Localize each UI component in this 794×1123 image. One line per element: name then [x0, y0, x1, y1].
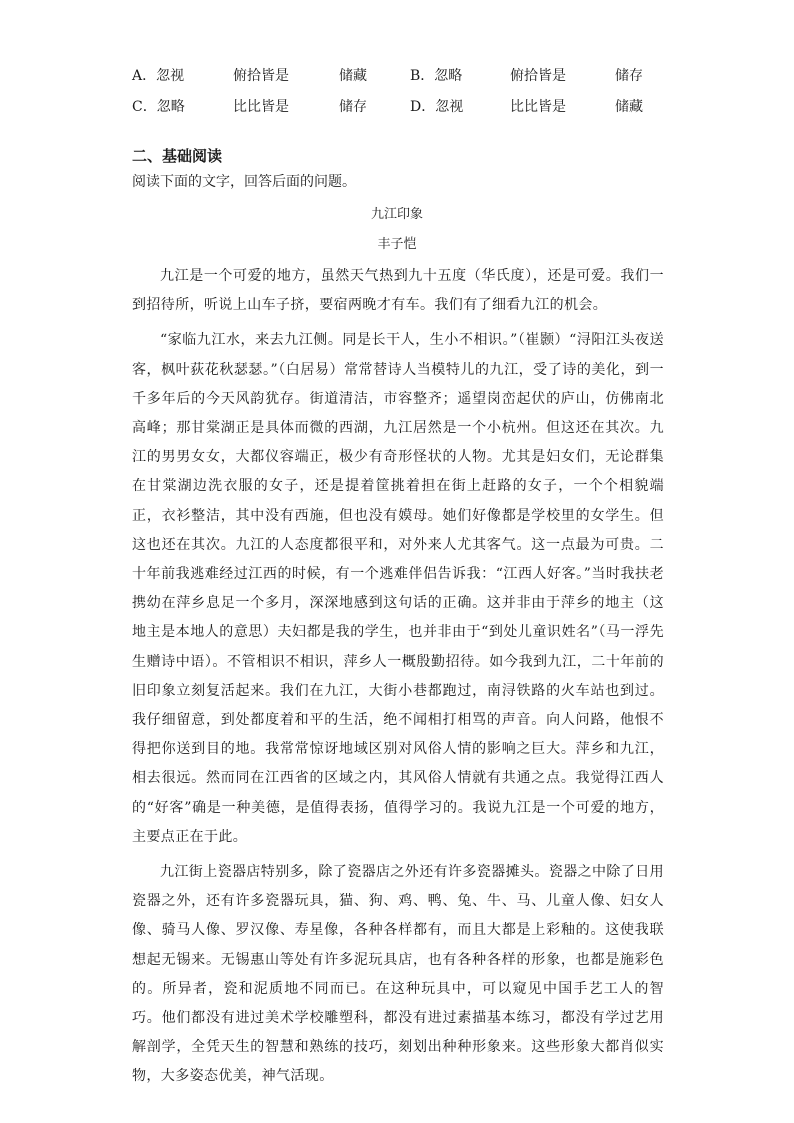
section-heading: 二、基础阅读 — [132, 147, 223, 165]
section-instruction: 阅读下面的文字，回答后面的问题。 — [132, 174, 356, 190]
article-paragraph-3: 九江街上瓷器店特别多，除了瓷器店之外还有许多瓷器摊头。瓷器之中除了日用瓷器之外，还有许多瓷器玩具，猫、狗、鸡、鸭、兔、牛、马、儿童人像、妇女人像、骑马人像、罗汉像、寿星像，各种各样都有，而且大都是上彩釉的。这使我联想起无锡来。无锡惠山等处有许多泥玩具店，也有各种各样的形象，也都是施彩色的。所异者，瓷和泥质地不同而已。在这种玩具中，可以窥见中国手艺工人的智巧。他们都没有进过美术学校雕塑科，都没有进过素描基本练习，都没有学过艺用解剖学，全凭天生的智慧和熟练的技巧，刻划出种种形象来。这些形象大都肖似实物，大多姿态优美，神气活现。 — [132, 864, 664, 1085]
option-b-label[interactable]: B．忽略 — [410, 68, 463, 84]
option-b-word-2: 俯拾皆是 — [510, 68, 566, 84]
option-d-label[interactable]: D．忽视 — [410, 99, 464, 115]
article-body — [132, 262, 664, 1092]
article-title: 九江印象 — [370, 207, 423, 222]
option-a-word-3: 储藏 — [339, 68, 367, 84]
option-d-word-2: 比比皆是 — [510, 99, 566, 115]
article-paragraph-2: “家临九江水，来去九江侧。同是长干人，生小不相识。”（崔颢）“浔阳江头夜送客，枫叶荻花秋瑟瑟。”（白居易）常常替诗人当模特儿的九江，受了诗的美化，到一千多年后的今天风韵犹存。街道清洁，市容整齐；遥望岗峦起伏的庐山，仿佛南北高峰；那甘棠湖正是具体而微的西湖，九江居然是一个小杭州。但这还在其次。九江的男男女女，大都仪容端正，极少有奇形怪状的人物。尤其是妇女们，无论群集在甘棠湖边洗衣服的女子，还是提着筐挑着担在街上赶路的女子，一个个相貌端正，衣衫整洁，其中没有西施，但也没有嫫母。她们好像都是学校里的女学生。但这也还在其次。九江的人态度都很平和，对外来人尤其客气。这一点最为可贵。二十年前我逃难经过江西的时候，有一个逃难伴侣告诉我：“江西人好客。”当时我扶老携幼在萍乡息足一个多月，深深地感到这句话的正确。这并非由于萍乡的地主（这地主是本地人的意思）夫妇都是我的学生，也并非由于“到处儿童识姓名”（马一浮先生赠诗中语）。不管相识不相识，萍乡人一概殷勤招待。如今我到九江，二十年前的旧印象立刻复活起来。我们在九江，大街小巷都跑过，南浔铁路的火车站也到过。我仔细留意，到处都度着和平的生活，绝不闻相打相骂的声音。向人问路，他恨不得把你送到目的地。我常常惊讶地域区别对风俗人情的影响之巨大。萍乡和九江，相去很远。然而同在江西省的区域之内，其风俗人情就有共通之点。我觉得江西人的“好客”确是一种美德，是值得表扬，值得学习的。我说九江是一个可爱的地方，主要点正在于此。 — [132, 332, 664, 845]
article-author: 丰子恺 — [377, 237, 417, 252]
option-c-word-2: 比比皆是 — [233, 99, 289, 115]
option-a-word-2: 俯拾皆是 — [233, 68, 289, 84]
article-paragraph-1: 九江是一个可爱的地方，虽然天气热到九十五度（华氏度），还是可爱。我们一到招待所，听说上山车子挤，要宿两晚才有车。我们有了细看九江的机会。 — [132, 268, 664, 314]
option-a-label[interactable]: A．忽视 — [132, 68, 185, 84]
option-c-word-3: 储存 — [339, 99, 367, 115]
option-d-word-3: 储藏 — [615, 99, 643, 115]
option-c-label[interactable]: C．忽略 — [132, 99, 185, 115]
option-b-word-3: 储存 — [615, 68, 643, 84]
